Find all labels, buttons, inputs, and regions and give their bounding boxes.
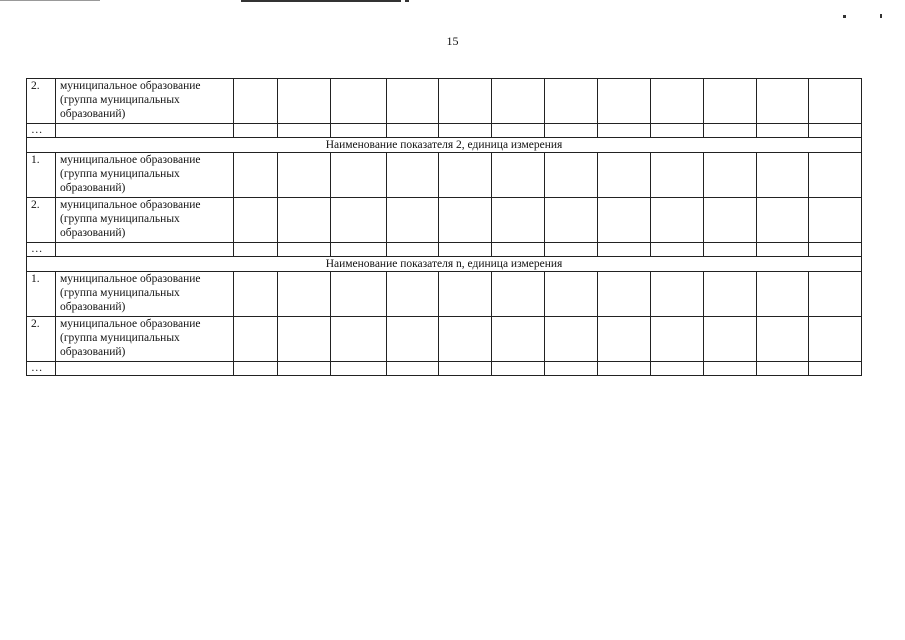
value-cell: [234, 124, 278, 138]
scan-artifact-right-dot-2: [880, 14, 882, 18]
row-number: 1.: [27, 272, 56, 317]
value-cell: [331, 272, 387, 317]
row-name: [56, 124, 234, 138]
ellipsis-row: [27, 362, 862, 376]
value-cell: [278, 317, 331, 362]
value-cell: [598, 124, 651, 138]
value-cell: [439, 79, 492, 124]
value-cell: [757, 198, 809, 243]
value-cell: [234, 198, 278, 243]
value-cell: [387, 124, 439, 138]
value-cell: [704, 317, 757, 362]
value-cell: [331, 198, 387, 243]
value-cell: [439, 243, 492, 257]
value-cell: [757, 272, 809, 317]
value-cell: [545, 362, 598, 376]
value-cell: [704, 79, 757, 124]
value-cell: [757, 79, 809, 124]
value-cell: [809, 243, 862, 257]
value-cell: [809, 79, 862, 124]
row-name: муниципальное образование (группа муниципальных образований): [56, 79, 234, 124]
value-cell: [278, 272, 331, 317]
value-cell: [387, 362, 439, 376]
value-cell: [387, 198, 439, 243]
value-cell: [704, 362, 757, 376]
row-name: муниципальное образование (группа муниципальных образований): [56, 272, 234, 317]
value-cell: [651, 124, 704, 138]
value-cell: [545, 243, 598, 257]
row-number: 2.: [27, 317, 56, 362]
value-cell: [545, 79, 598, 124]
value-cell: [492, 79, 545, 124]
value-cell: [278, 79, 331, 124]
value-cell: [704, 153, 757, 198]
value-cell: [439, 317, 492, 362]
value-cell: [598, 317, 651, 362]
value-cell: [598, 272, 651, 317]
value-cell: [809, 317, 862, 362]
value-cell: [757, 153, 809, 198]
value-cell: [651, 272, 704, 317]
value-cell: [331, 362, 387, 376]
row-number: 2.: [27, 198, 56, 243]
table-row: [27, 198, 862, 243]
value-cell: [234, 243, 278, 257]
value-cell: [278, 362, 331, 376]
value-cell: [757, 317, 809, 362]
value-cell: [439, 272, 492, 317]
value-cell: [545, 272, 598, 317]
scan-artifact-top-bar: [241, 0, 401, 2]
value-cell: [492, 153, 545, 198]
ellipsis-row: [27, 124, 862, 138]
table-row: [27, 79, 862, 124]
value-cell: [651, 243, 704, 257]
indicator-table: [26, 78, 862, 376]
value-cell: [492, 243, 545, 257]
value-cell: [651, 153, 704, 198]
row-name: [56, 243, 234, 257]
table-row: [27, 317, 862, 362]
value-cell: [651, 198, 704, 243]
section-title: Наименование показателя 2, единица измерения: [27, 138, 862, 153]
value-cell: [809, 272, 862, 317]
value-cell: [331, 124, 387, 138]
value-cell: [278, 124, 331, 138]
table-row: [27, 153, 862, 198]
value-cell: [278, 198, 331, 243]
value-cell: [651, 362, 704, 376]
row-number: …: [27, 362, 56, 376]
value-cell: [757, 362, 809, 376]
value-cell: [492, 317, 545, 362]
row-name: муниципальное образование (группа муниципальных образований): [56, 153, 234, 198]
value-cell: [278, 243, 331, 257]
value-cell: [387, 272, 439, 317]
scan-artifact-top-left: [0, 0, 100, 1]
value-cell: [234, 153, 278, 198]
value-cell: [545, 153, 598, 198]
value-cell: [598, 79, 651, 124]
value-cell: [278, 153, 331, 198]
value-cell: [492, 362, 545, 376]
value-cell: [492, 198, 545, 243]
row-name: муниципальное образование (группа муниципальных образований): [56, 317, 234, 362]
scan-artifact-top-tick: [405, 0, 409, 2]
row-name: [56, 362, 234, 376]
value-cell: [492, 272, 545, 317]
value-cell: [234, 272, 278, 317]
value-cell: [331, 243, 387, 257]
value-cell: [331, 153, 387, 198]
value-cell: [387, 317, 439, 362]
ellipsis-row: [27, 243, 862, 257]
value-cell: [387, 243, 439, 257]
value-cell: [387, 79, 439, 124]
indicator-table-body: [27, 79, 862, 376]
value-cell: [704, 124, 757, 138]
value-cell: [598, 362, 651, 376]
value-cell: [331, 79, 387, 124]
value-cell: [809, 124, 862, 138]
value-cell: [234, 317, 278, 362]
value-cell: [704, 243, 757, 257]
section-header-row: [27, 138, 862, 153]
value-cell: [492, 124, 545, 138]
value-cell: [331, 317, 387, 362]
value-cell: [598, 153, 651, 198]
page-number: 15: [446, 34, 459, 48]
value-cell: [757, 243, 809, 257]
value-cell: [809, 153, 862, 198]
value-cell: [545, 317, 598, 362]
row-number: 2.: [27, 79, 56, 124]
value-cell: [598, 243, 651, 257]
value-cell: [545, 198, 598, 243]
value-cell: [651, 79, 704, 124]
scan-artifact-right-dot: [843, 15, 846, 18]
value-cell: [651, 317, 704, 362]
value-cell: [598, 198, 651, 243]
value-cell: [439, 153, 492, 198]
value-cell: [545, 124, 598, 138]
row-name: муниципальное образование (группа муниципальных образований): [56, 198, 234, 243]
section-title: Наименование показателя n, единица измерения: [27, 257, 862, 272]
value-cell: [809, 362, 862, 376]
row-number: 1.: [27, 153, 56, 198]
value-cell: [439, 124, 492, 138]
value-cell: [704, 198, 757, 243]
value-cell: [439, 362, 492, 376]
section-header-row: [27, 257, 862, 272]
row-number: …: [27, 243, 56, 257]
value-cell: [234, 79, 278, 124]
value-cell: [757, 124, 809, 138]
row-number: …: [27, 124, 56, 138]
table-row: [27, 272, 862, 317]
value-cell: [809, 198, 862, 243]
value-cell: [704, 272, 757, 317]
value-cell: [439, 198, 492, 243]
value-cell: [234, 362, 278, 376]
value-cell: [387, 153, 439, 198]
